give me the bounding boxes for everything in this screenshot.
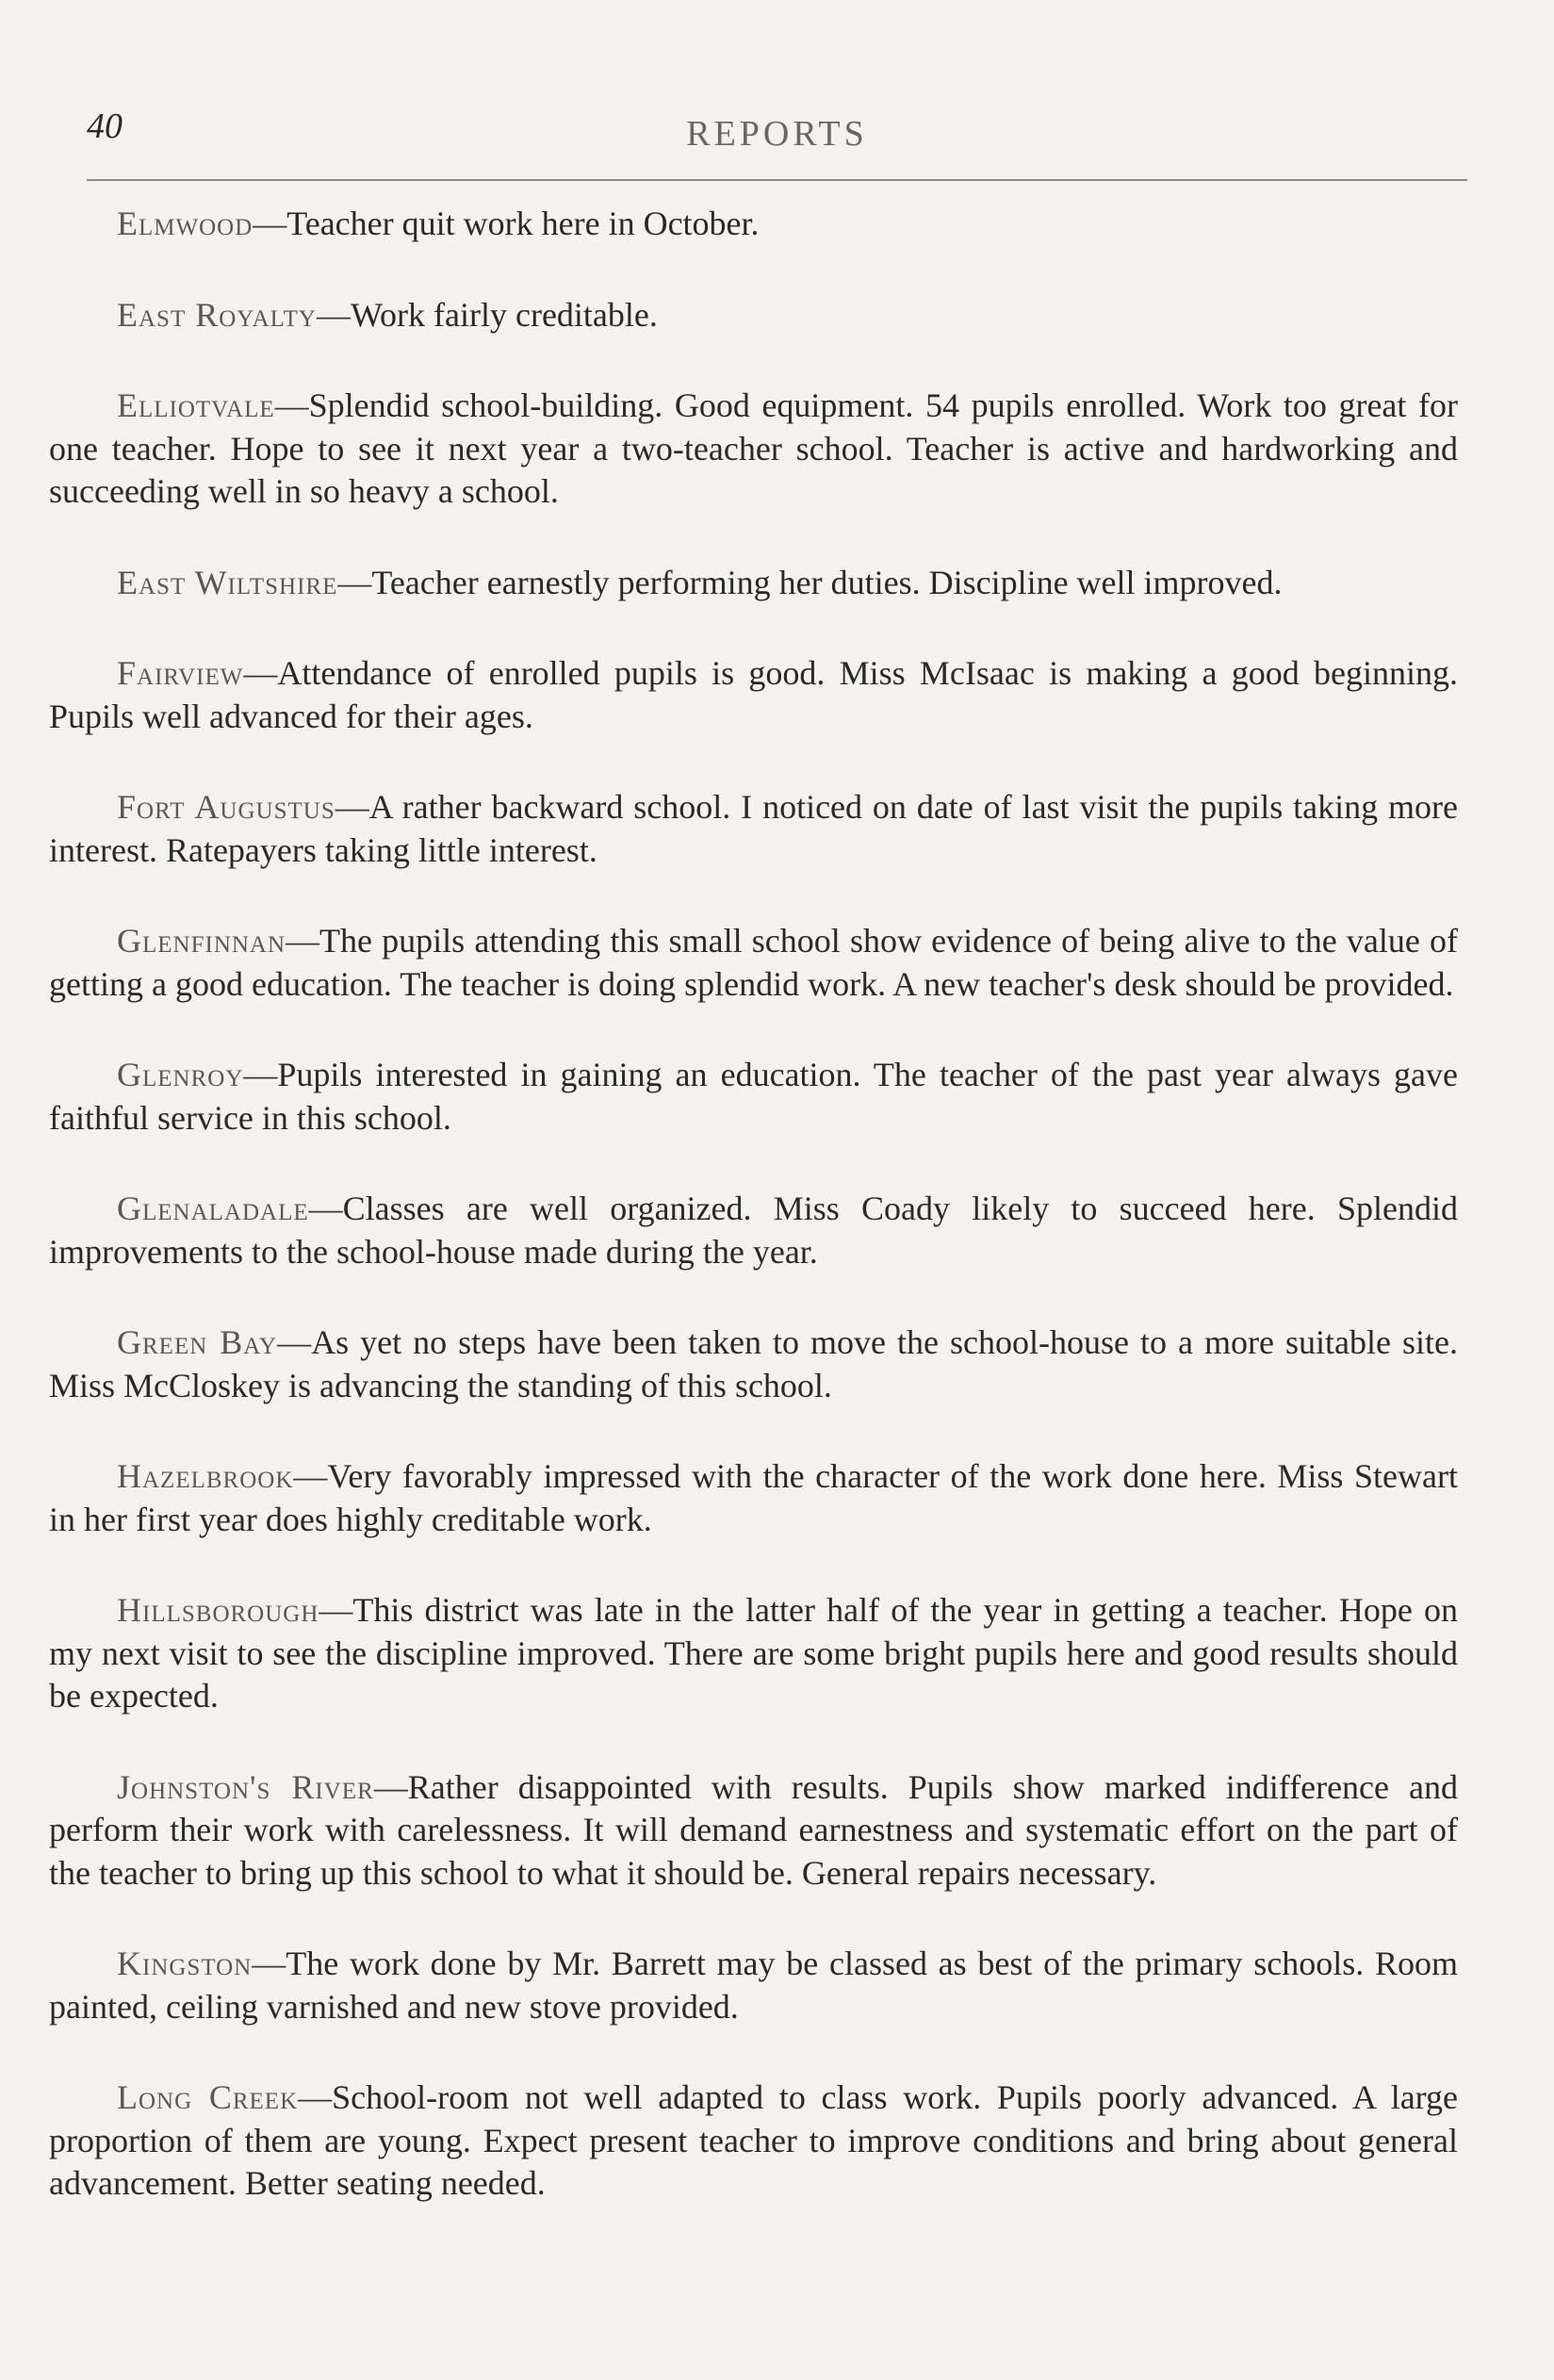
school-name: Glenfinnan (117, 922, 286, 960)
school-name: Kingston (117, 1945, 253, 1982)
report-entries (49, 203, 1458, 2254)
report-entry: Fort Augustus—A rather backward school. I noticed on date of last visit the pupils taking more interest. Ratepayers taking little interest. (49, 788, 1458, 869)
report-text: A rather backward school. I noticed on date of last visit the pupils taking more interest. Ratepayers taking little interest. (49, 788, 1458, 869)
report-entry: Glenfinnan—The pupils attending this small school show evidence of being alive to the value of getting a good education. The teacher is doing splendid work. A new teacher's desk should be provided. (49, 922, 1458, 1003)
report-text: School-room not well adapted to class work. Pupils poorly advanced. A large proportion of them are young. Expect present teacher to improve conditions and bring about general advancement. Better seating needed. (49, 2078, 1458, 2202)
page-number: 40 (87, 107, 123, 146)
school-name: Fort Augustus (117, 788, 335, 826)
school-name: Hillsborough (117, 1591, 319, 1629)
report-entry: Kingston—The work done by Mr. Barrett may be classed as best of the primary schools. Room painted, ceiling varnished and new stove provided. (49, 1945, 1458, 2026)
report-text: Work fairly creditable. (350, 295, 658, 334)
school-name: Fairview (117, 654, 244, 692)
report-text: As yet no steps have been taken to move the school-house to a more suitable site. Miss McCloskey is advancing the standing of this school. (49, 1323, 1458, 1404)
school-name: East Wiltshire (117, 563, 338, 601)
report-text: Splendid school-building. Good equipment. 54 pupils enrolled. Work too great for one teacher. Hope to see it next year a two-teacher school. Teacher is active and hardworking and succeeding well in so heavy a school. (49, 386, 1458, 510)
report-entry: East Royalty—Work fairly creditable. (117, 295, 658, 334)
school-name: Hazelbrook (117, 1457, 294, 1495)
report-text: Very favorably impressed with the character of the work done here. Miss Stewart in her first year does highly creditable work. (49, 1457, 1458, 1538)
report-entry: Elmwood—Teacher quit work here in October. (117, 205, 760, 242)
school-name: Glenaladale (117, 1190, 309, 1227)
school-name: Elliotvale (117, 386, 275, 424)
report-entry: Green Bay—As yet no steps have been taken to move the school-house to a more suitable site. Miss McCloskey is advancing the standing of this school. (49, 1323, 1458, 1404)
running-head: REPORTS (686, 114, 868, 154)
report-entry: Fairview—Attendance of enrolled pupils is good. Miss McIsaac is making a good beginning. Pupils well advanced for their ages. (49, 654, 1458, 735)
report-text: The work done by Mr. Barrett may be classed as best of the primary schools. Room painted, ceiling varnished and new stove provided. (49, 1945, 1458, 2026)
header-rule (87, 179, 1467, 181)
school-name: Long Creek (117, 2078, 299, 2116)
report-entry: Glenaladale—Classes are well organized. Miss Coady likely to succeed here. Splendid improvements to the school-house made during the year. (49, 1190, 1458, 1271)
report-text: Teacher earnestly performing her duties. Discipline well improved. (371, 563, 1283, 601)
report-text: Rather disappointed with results. Pupils show marked indifference and perform their work with carelessness. It will demand earnestness and systematic effort on the part of the teacher to bring up this school to what it should be. General repairs necessary. (49, 1767, 1458, 1892)
school-name: Green Bay (117, 1323, 278, 1361)
report-entry: East Wiltshire—Teacher earnestly performing her duties. Discipline well improved. (117, 563, 1283, 601)
report-entry: Glenroy—Pupils interested in gaining an education. The teacher of the past year always gave faithful service in this school. (49, 1056, 1458, 1137)
report-text: Classes are well organized. Miss Coady likely to succeed here. Splendid improvements to the school-house made during the year. (49, 1190, 1458, 1271)
report-entry: Hazelbrook—Very favorably impressed with the character of the work done here. Miss Stewart in her first year does highly creditable work. (49, 1457, 1458, 1538)
report-text: Attendance of enrolled pupils is good. Miss McIsaac is making a good beginning. Pupils well advanced for their ages. (49, 654, 1458, 735)
report-entry: Long Creek—School-room not well adapted to class work. Pupils poorly advanced. A large proportion of them are young. Expect present teacher to improve conditions and bring about general advancement. Better seating needed. (49, 2078, 1458, 2202)
report-text: Teacher quit work here in October. (286, 205, 760, 242)
school-name: East Royalty (117, 295, 317, 334)
report-entry: Elliotvale—Splendid school-building. Good equipment. 54 pupils enrolled. Work too great for one teacher. Hope to see it next year a two-teacher school. Teacher is active and hardworking and succeeding well in so heavy a school. (49, 386, 1458, 510)
report-text: The pupils attending this small school show evidence of being alive to the value of getting a good education. The teacher is doing splendid work. A new teacher's desk should be provided. (49, 922, 1458, 1003)
report-text: Pupils interested in gaining an education. The teacher of the past year always gave faithful service in this school. (49, 1056, 1458, 1137)
school-name: Johnston's River (117, 1767, 374, 1806)
report-text: This district was late in the latter half of the year in getting a teacher. Hope on my next visit to see the discipline improved. There are some bright pupils here and good results should be expected. (49, 1591, 1458, 1715)
school-name: Elmwood (117, 205, 254, 242)
report-entry: Hillsborough—This district was late in the latter half of the year in getting a teacher. Hope on my next visit to see the discipline improved. There are some bright pupils here and good results should be expected. (49, 1591, 1458, 1715)
report-entry: Johnston's River—Rather disappointed with results. Pupils show marked indifference and perform their work with carelessness. It will demand earnestness and systematic effort on the part of the teacher to bring up this school to what it should be. General repairs necessary. (49, 1767, 1458, 1892)
school-name: Glenroy (117, 1056, 244, 1093)
